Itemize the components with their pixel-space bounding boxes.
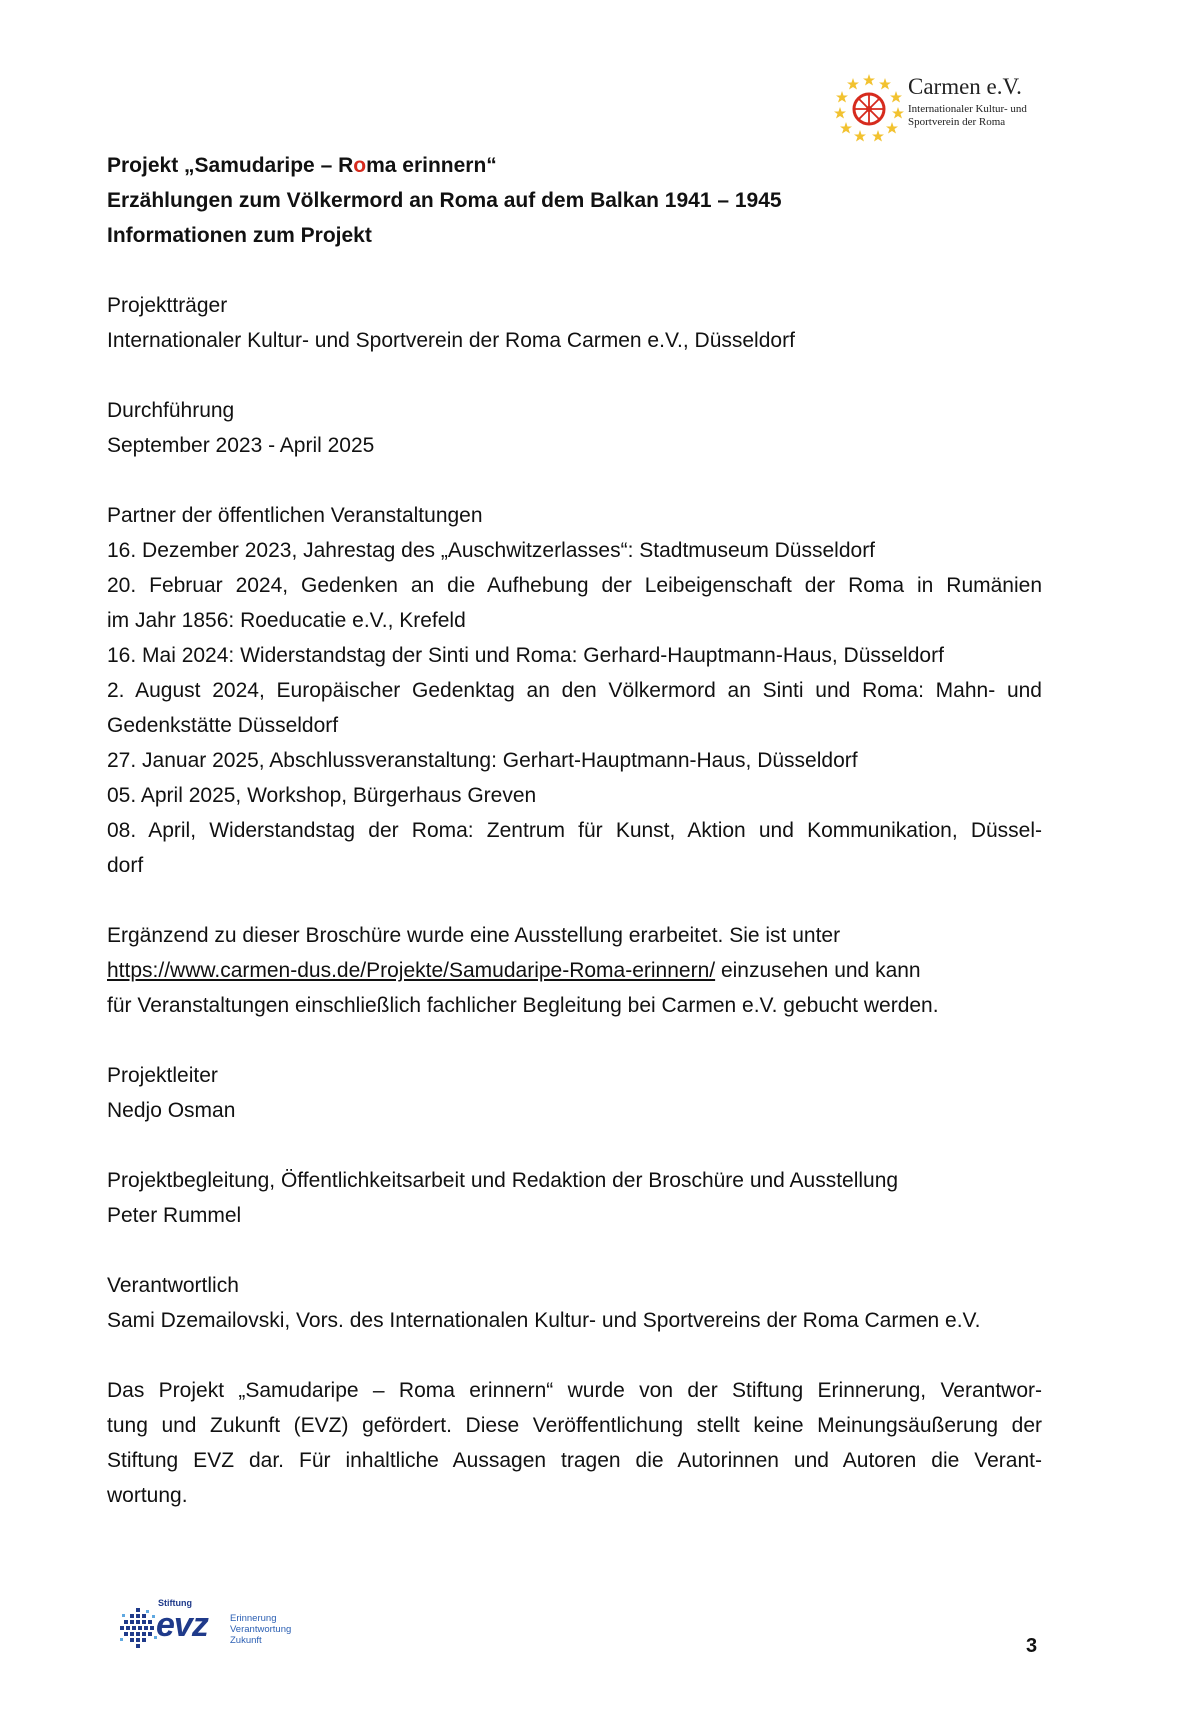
partner-line: Gedenkstätte Düsseldorf [107,714,339,737]
foerderung-line: Stiftung EVZ dar. Für inhaltliche Aussagen tragen die Autorinnen und Autoren die Verant- [107,1449,1042,1472]
evz-claim [230,1613,291,1646]
evz-wordmark: evz [156,1606,208,1644]
carmen-logo-name: Carmen e.V. [908,74,1022,99]
partner-line: 27. Januar 2025, Abschlussveranstaltung: Gerhart-Hauptmann-Haus, Düsseldorf [107,749,858,772]
carmen-emblem-icon [834,72,904,142]
partner-line: 2. August 2024, Europäischer Gedenktag an den Völkermord an Sinti und Roma: Mahn- und [107,679,1042,702]
partner-line: 16. Dezember 2023, Jahrestag des „Auschwitzerlasses“: Stadtmuseum Düsseldorf [107,539,876,562]
partner-line: 20. Februar 2024, Gedenken an die Aufhebung der Leibeigenschaft der Roma in Rumänien [107,574,1042,597]
title-line-1 [107,148,1042,183]
verantwortlich-value: Sami Dzemailovski, Vors. des Internationalen Kultur- und Sportvereins der Roma Carmen e.V. [107,1309,981,1332]
traeger-value: Internationaler Kultur- und Sportverein der Roma Carmen e.V., Düsseldorf [107,329,795,352]
foerderung-line: wortung. [107,1484,188,1507]
evz-stiftung-label: Stiftung [158,1598,192,1608]
evz-claim-word: Verantwortung [230,1624,292,1635]
partner-line: 08. April, Widerstandstag der Roma: Zentrum für Kunst, Aktion und Kommunikation, Düssel- [107,819,1042,842]
ausstellung-line-1: Ergänzend zu dieser Broschüre wurde eine Ausstellung erarbeitet. Sie ist unter [107,924,841,947]
ausstellung-line-2 [107,953,1042,988]
page-number: 3 [1026,1635,1038,1657]
title-line-2: Erzählungen zum Völkermord an Roma auf dem Balkan 1941 – 1945 [107,189,782,212]
carmen-logo-subtitle [908,103,1058,129]
durchfuehrung-label: Durchführung [107,399,235,422]
title-text: ma erinnern“ [366,154,497,177]
evz-logo [118,1598,318,1648]
partner-line: im Jahr 1856: Roeducatie e.V., Krefeld [107,609,466,632]
ausstellung-line-2-rest: einzusehen und kann [715,959,921,982]
partner-line: 05. April 2025, Workshop, Bürgerhaus Greven [107,784,537,807]
ausstellung-link[interactable]: https://www.carmen-dus.de/Projekte/Samudaripe-Roma-erinnern/ [107,959,716,982]
carmen-logo [834,72,1064,142]
partner-line: dorf [107,854,144,877]
begleitung-label: Projektbegleitung, Öffentlichkeitsarbeit und Redaktion der Broschüre und Ausstellung [107,1169,899,1192]
ausstellung-line-3: für Veranstaltungen einschließlich fachlicher Begleitung bei Carmen e.V. gebucht werden. [107,994,939,1017]
evz-dots-icon [118,1606,158,1648]
document-body [107,148,1042,1513]
partner-line: 16. Mai 2024: Widerstandstag der Sinti und Roma: Gerhard-Hauptmann-Haus, Düsseldorf [107,644,944,667]
durchfuehrung-value: September 2023 - April 2025 [107,434,375,457]
traeger-label: Projektträger [107,294,228,317]
foerderung-line: Das Projekt „Samudaripe – Roma erinnern“ wurde von der Stiftung Erinnerung, Verantwor- [107,1379,1042,1402]
verantwortlich-label: Verantwortlich [107,1274,239,1297]
title-line-3: Informationen zum Projekt [107,224,372,247]
projektleiter-label: Projektleiter [107,1064,218,1087]
title-text: Projekt „Samudaripe – R [107,154,354,177]
begleitung-value: Peter Rummel [107,1204,242,1227]
projektleiter-value: Nedjo Osman [107,1099,236,1122]
title-accent-letter: o [353,154,367,177]
carmen-logo-subtitle-line: Internationaler Kultur- und [908,103,1027,115]
evz-claim-word: Zukunft [230,1635,262,1646]
evz-claim-word: Erinnerung [230,1613,277,1624]
carmen-logo-subtitle-line: Sportverein der Roma [908,116,1006,128]
foerderung-line: tung und Zukunft (EVZ) gefördert. Diese Veröffentlichung stellt keine Meinungsäußerung der [107,1414,1042,1437]
partner-label: Partner der öffentlichen Veranstaltungen [107,504,483,527]
